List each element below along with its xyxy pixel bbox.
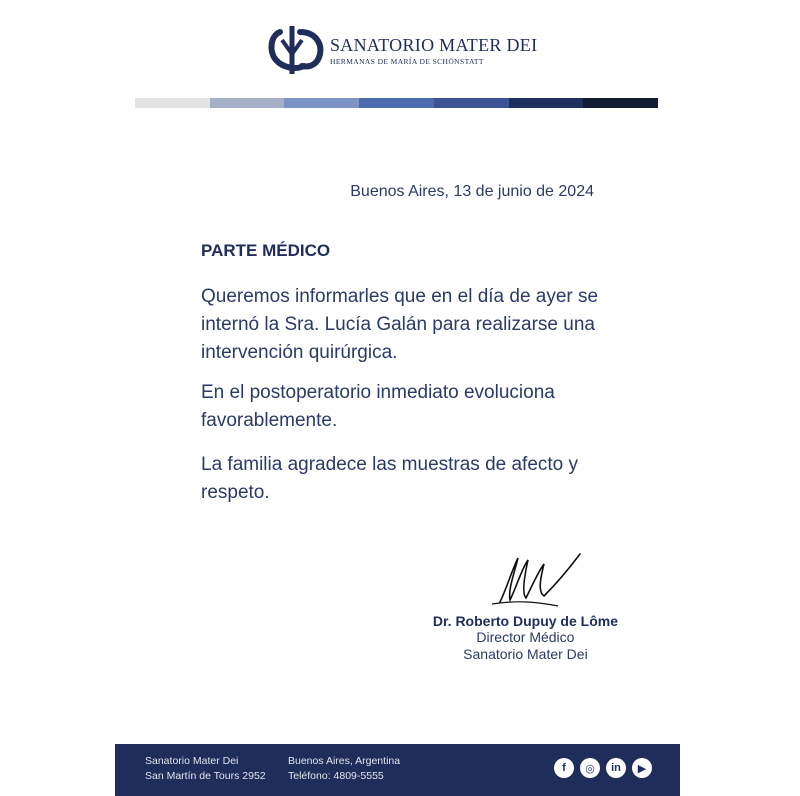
footer-line: Buenos Aires, Argentina: [288, 755, 401, 767]
signature-block: [433, 613, 618, 663]
instagram-icon[interactable]: ◎: [580, 758, 600, 778]
logo: [266, 20, 537, 80]
stripe-segment: [135, 98, 210, 108]
letter-date: Buenos Aires, 13 de junio de 2024: [350, 183, 594, 200]
signer-title: Director Médico: [476, 629, 575, 645]
stripe-segment: [434, 98, 509, 108]
footer-line: San Martín de Tours 2952: [145, 770, 266, 782]
signer-organization: Sanatorio Mater Dei: [463, 646, 588, 662]
footer-line: Teléfono: 4809-5555: [288, 770, 384, 782]
stripe-segment: [210, 98, 285, 108]
logo-subtitle: HERMANAS DE MARÍA DE SCHÖNSTATT: [330, 56, 484, 66]
color-stripe: [135, 98, 658, 108]
footer-address: [145, 754, 266, 784]
handwritten-signature: [488, 550, 583, 610]
logo-name: SANATORIO MATER DEI: [330, 34, 538, 55]
social-links: [554, 758, 652, 778]
youtube-icon[interactable]: ▶: [632, 758, 652, 778]
facebook-icon[interactable]: f: [554, 758, 574, 778]
stripe-segment: [583, 98, 658, 108]
paragraph: Queremos informarles que en el día de ayer se internó la Sra. Lucía Galán para realizarse una intervención quirúrgica.: [201, 286, 599, 363]
linkedin-icon[interactable]: in: [606, 758, 626, 778]
stripe-segment: [359, 98, 434, 108]
stripe-segment: [509, 98, 584, 108]
letter-heading: PARTE MÉDICO: [201, 241, 331, 260]
sanatorio-logo-icon: [266, 20, 324, 80]
footer: [115, 744, 680, 796]
footer-line: Sanatorio Mater Dei: [145, 755, 239, 767]
stripe-segment: [284, 98, 359, 108]
paragraph: La familia agradece las muestras de afecto y respeto.: [201, 454, 579, 503]
footer-contact: [288, 754, 400, 784]
paragraph: En el postoperatorio inmediato evoluciona favorablemente.: [201, 382, 555, 431]
signer-name: Dr. Roberto Dupuy de Lôme: [432, 613, 618, 629]
